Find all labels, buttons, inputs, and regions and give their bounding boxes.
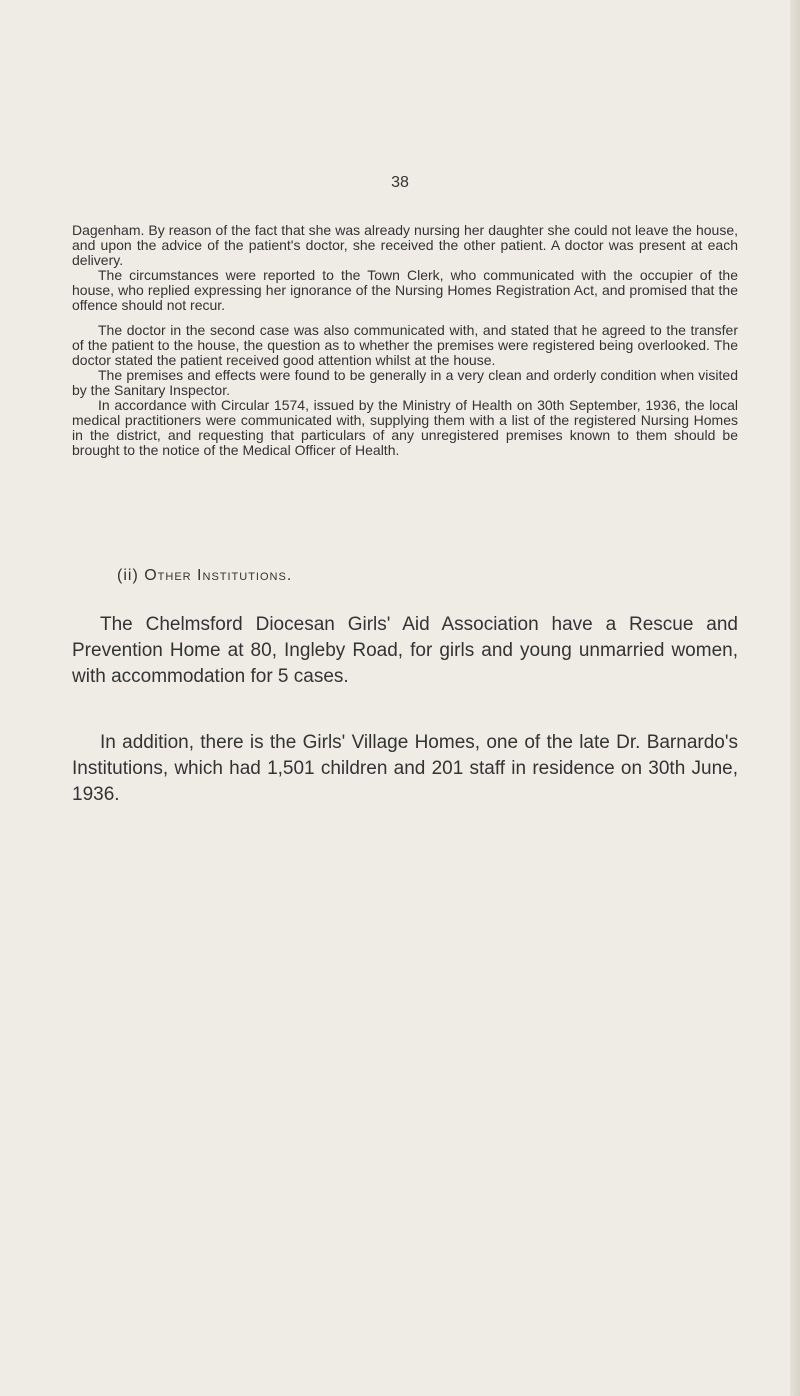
section-title: Other Institutions. bbox=[144, 567, 293, 584]
section-number: (ii) bbox=[117, 567, 139, 584]
page-edge bbox=[790, 0, 800, 1396]
paragraph: The Chelmsford Diocesan Girls' Aid Association have a Rescue and Prevention Home at 80, Ingleby Road, for girls and young unmarried women, with accommodation for 5 cases. bbox=[72, 614, 738, 687]
paragraph: Dagenham. By reason of the fact that she was already nursing her daughter she could not leave the house, and upon the advice of the patient's doctor, she received the other patient. A doctor was present at each delivery. bbox=[72, 222, 738, 268]
section-heading bbox=[117, 567, 292, 585]
page-number: 38 bbox=[391, 174, 409, 191]
paragraph: The doctor in the second case was also communicated with, and stated that he agreed to the transfer of the patient to the house, the question as to whether the premises were registered being overlooked. The doctor stated the patient received good attention whilst at the house. bbox=[72, 322, 738, 368]
paragraph: The premises and effects were found to be generally in a very clean and orderly condition when visited by the Sanitary Inspector. bbox=[72, 367, 738, 398]
section-two-body-b bbox=[72, 730, 738, 808]
paragraph: In accordance with Circular 1574, issued by the Ministry of Health on 30th September, 1936, the local medical practitioners were communicated with, supplying them with a list of the registered Nursing Homes in the district, and requesting that particulars of any unregistered premises known to them should be brought to the notice of the Medical Officer of Health. bbox=[72, 397, 738, 458]
section-one-body bbox=[72, 223, 738, 458]
paragraph: In addition, there is the Girls' Village Homes, one of the late Dr. Barnardo's Institutions, which had 1,501 children and 201 staff in residence on 30th June, 1936. bbox=[72, 732, 738, 805]
paragraph: The circumstances were reported to the Town Clerk, who communicated with the occupier of the house, who replied expressing her ignorance of the Nursing Homes Registration Act, and promised that the offence should not recur. bbox=[72, 267, 738, 313]
section-two-body-a bbox=[72, 612, 738, 690]
